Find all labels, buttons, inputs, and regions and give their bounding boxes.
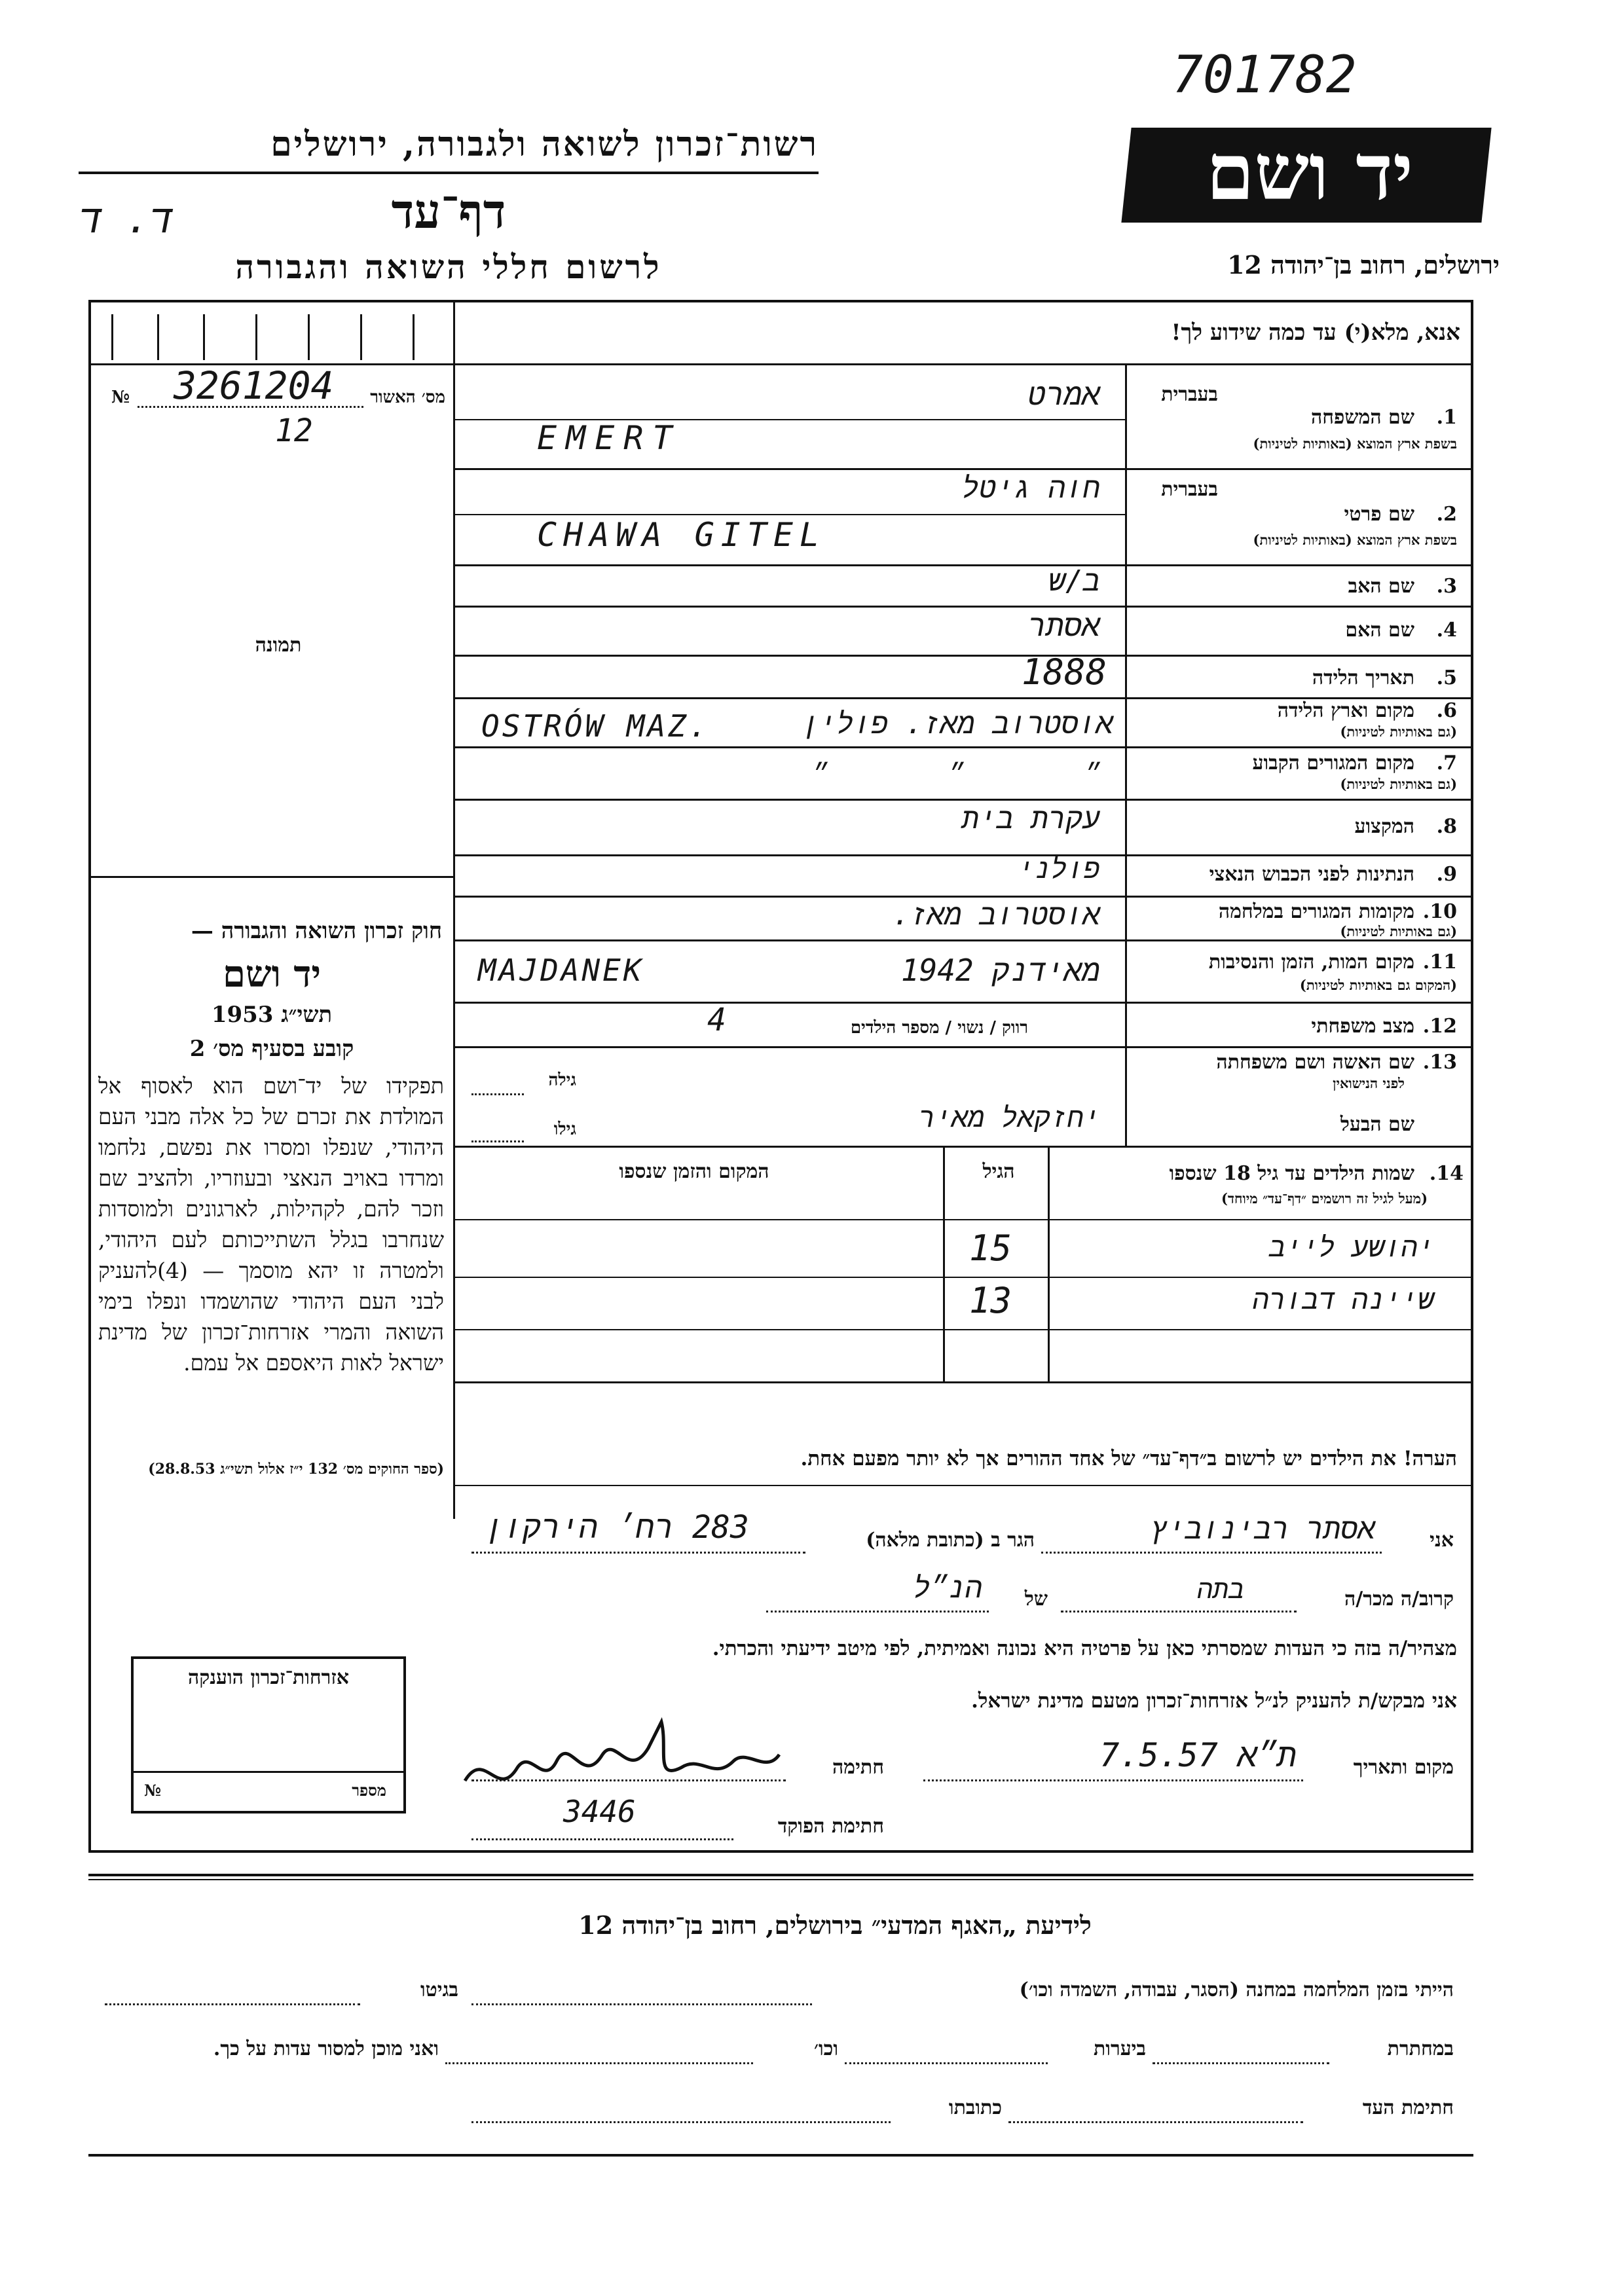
certificate-no-mark: № (111, 388, 130, 407)
field-1-label: שם המשפחה (1310, 406, 1414, 429)
children-age-right (1048, 1146, 1050, 1381)
declarant-ani: אני (1430, 1529, 1454, 1552)
logo-text: יד ושם (1206, 126, 1414, 217)
citizenship-inner-line (131, 1771, 406, 1773)
footer-line2-b: ביערות (1093, 2037, 1146, 2060)
children-col-age: הגיל (982, 1160, 1015, 1183)
row-line-4 (453, 655, 1473, 657)
official-value: 3446 (563, 1794, 636, 1829)
law-year: תשי״ג 1953 (211, 1002, 333, 1028)
child-row-line-2 (453, 1329, 1473, 1330)
official-label: חתימת הפוקד (777, 1815, 884, 1838)
footer-line2-dots-2 (845, 2062, 1048, 2064)
field-7-label: מקום המגורים הקבוע (1252, 752, 1414, 774)
authority-line: רשות־זכרון לשואה ולגבורה, ירושלים (270, 124, 819, 164)
field-12-num: 12. (1422, 1015, 1457, 1038)
place-date-label: מקום ותאריך (1353, 1756, 1454, 1779)
husband-age-label: גילו (553, 1120, 576, 1139)
row-line-9 (453, 896, 1473, 898)
declarant-address: 283 רח׳ הירקון (485, 1509, 749, 1546)
field-5-label: תאריך הלידה (1312, 666, 1414, 689)
field-3-label: שם האב (1348, 575, 1414, 598)
children-col-place: המקום והזמן שנספו (619, 1160, 769, 1183)
field-6-latin-value: OSTRÓW MAZ. (481, 708, 710, 744)
citizenship-number-label: מספר (352, 1781, 386, 1800)
row-line-3 (453, 606, 1473, 608)
footer-line2-d: ואני מוכן למסור עדות על כך. (213, 2037, 439, 2060)
field-11-num: 11. (1422, 951, 1457, 974)
footer-line1-b: בגיטו (420, 1978, 458, 2001)
field-2-hebrew-value: חוה גיטל (961, 471, 1100, 505)
relative-label: קרוב/ה מכר/ה (1344, 1588, 1454, 1611)
archive-number: 701782 (1172, 46, 1357, 105)
law-title: חוק זכרון השואה והגבורה — (191, 918, 442, 944)
field-11-sub: (המקום גם באותיות לטיניות) (1299, 977, 1457, 993)
field-2-sub: בשפת ארץ המוצא (באותיות לטיניות) (1253, 532, 1457, 548)
field-1-num: 1. (1436, 406, 1457, 429)
field-12-label: מצב משפחתי (1311, 1015, 1414, 1038)
instructions: אנא, מלא(י) עד כמה שידוע לך! (1171, 319, 1460, 346)
husband-label: שם הבעל (1340, 1113, 1414, 1136)
header-underline (79, 172, 819, 174)
row-line-6 (453, 746, 1473, 748)
field-8-value: עקרת בית (961, 802, 1100, 835)
footer-line3-dots-1 (1008, 2121, 1303, 2123)
footer-line1-a: הייתי בזמן המלחמה במחנה (הסגר, עבודה, השמדה וכו׳) (1019, 1978, 1454, 2001)
field-8-label: המקצוע (1354, 815, 1414, 838)
row-line-7 (453, 799, 1473, 801)
field-11-value: מאידנק 1942 (900, 953, 1100, 988)
children-title: שמות הילדים עד גיל 18 שנספו (1169, 1162, 1414, 1185)
field-10-label: מקומות המגורים במלחמה (1218, 900, 1414, 923)
field-3-num: 3. (1436, 575, 1457, 598)
field-11-label: מקום המות, הזמן והנסיבות (1208, 951, 1414, 974)
footer-title: לידיעת „האגף המדעי״ בירושלים, רחוב בן־יהודה 12 (578, 1910, 1092, 1940)
row-line-12 (453, 1046, 1473, 1048)
field-6-num: 6. (1436, 699, 1457, 722)
field-2-latin-value: CHAWA GITEL (537, 516, 826, 554)
field-10-value: אוסטרוב מאז. (892, 898, 1100, 932)
declarant-name: אסתר רבינוביץ (1150, 1512, 1375, 1546)
citizenship-title: אזרחות־זכרון הוענקה (187, 1666, 350, 1689)
citizenship-no-mark: № (144, 1781, 162, 1800)
footer-line3-a: חתימת העד (1362, 2096, 1454, 2119)
child-1-age: 15 (969, 1228, 1012, 1269)
children-sub: (מעל לגיל זה רושמים ״דף־עד״ מיוחד) (1221, 1190, 1428, 1207)
child-2-name: שיינה דבורה (1252, 1283, 1434, 1315)
footer-bottom-line (88, 2154, 1473, 2157)
field-12-value: 4 (707, 1002, 726, 1038)
field-8-num: 8. (1436, 815, 1457, 838)
declaration: מצהיר/ה בזה כי העדות שמסרתי כאן על פרטיה היא נכונה ואמיתית, לפי מיטב ידיעתי והכרתי. (712, 1637, 1457, 1660)
field-13-num: 13. (1422, 1051, 1457, 1074)
row-line-13 (453, 1146, 1473, 1148)
field-5-value: 1888 (1022, 651, 1107, 693)
of-label: של (1024, 1588, 1048, 1611)
instruction-line (453, 363, 1473, 365)
field-5-num: 5. (1436, 666, 1457, 689)
field-12-options: רווק / נשוי / מספר הילדים (850, 1018, 1028, 1038)
row-line-2 (453, 564, 1473, 566)
footer-line2-a: במחתרת (1387, 2037, 1454, 2060)
footer-line2-dots-3 (445, 2062, 753, 2064)
field-6-sub: (גם באותיות לטיניות) (1340, 723, 1457, 740)
photo-label: תמונה (255, 634, 302, 657)
signature-label: חתימה (832, 1756, 884, 1779)
field-1-hebrew-value: אמרט (1027, 376, 1100, 412)
children-header-line (453, 1219, 1473, 1220)
relation-dots (1061, 1611, 1297, 1613)
field-2-num: 2. (1436, 503, 1457, 526)
corner-mark: ד. ד (79, 196, 174, 242)
children-age-left (943, 1146, 945, 1381)
law-text: תפקידו של יד־ושם הוא לאסוף אל המולדת את זכרם של כל אלה מבני העם היהודי, שנפלו ומסרו את נפשם, נלחמו ומרדו באויב הנאצי ובעוזריו, ולהציב שם וזכר להם, לקהילות, לארגונים ולמוסדות שנחרבו בגלל השתייכותם לעם היהודי, ולמטרה זו יהא מוסמך — (4)להעניק לבני העם היהודי שהושמדו ונפלו בימי השואה והמרי אזרחות־זכרון של מדינת ישראל לאות היאספם אל עמם. (98, 1073, 444, 1376)
certificate-value: 3261204 (174, 363, 334, 408)
footer-line2-c: וכו׳ (814, 2037, 838, 2060)
field-1-tag: בעברית (1161, 383, 1218, 406)
footer-separator (88, 1874, 1473, 1876)
footer-line3-dots-2 (471, 2121, 891, 2123)
children-num: 14. (1429, 1162, 1464, 1185)
header-address: ירושלים, רחוב בן־יהודה 12 (1227, 250, 1500, 280)
footer-line2-dots-1 (1153, 2062, 1329, 2064)
field-6-label: מקום וארץ הלידה (1277, 699, 1414, 722)
place-date-dots (923, 1779, 1303, 1781)
footer-line3-b: כתובתו (948, 2096, 1002, 2119)
law-name: יד ושם (222, 953, 322, 996)
declarant-name-dots (1041, 1552, 1382, 1554)
footer-separator-2 (88, 1879, 1473, 1880)
child-row-line-1 (453, 1277, 1473, 1278)
field-7-value: ״ ״ ״ (811, 759, 1100, 790)
label-column-divider (1125, 363, 1127, 1146)
row-line-1 (453, 468, 1473, 470)
of-dots (766, 1611, 989, 1613)
field-3-value: ב/ש (1048, 564, 1100, 598)
field-7-sub: (גם באותיות לטיניות) (1340, 776, 1457, 792)
photo-bottom (88, 876, 453, 878)
relation-value: בתה (1196, 1575, 1244, 1605)
child-1-name: יהושע לייב (1268, 1231, 1434, 1263)
field-4-label: שם האם (1345, 619, 1414, 642)
title: דף־עד (391, 183, 506, 239)
certificate-label: מס׳ האשור (370, 388, 445, 407)
subtitle: לרשום חללי השואה והגבורה (235, 247, 662, 286)
row-line-11 (453, 1002, 1473, 1004)
ledger-ticks (105, 314, 445, 360)
child-row-line-3 (453, 1381, 1473, 1383)
place-date-value: ת״א 7.5.57 (1099, 1736, 1297, 1774)
row2-sub-line (453, 514, 1125, 515)
left-panel-divider (453, 300, 455, 1519)
child-2-age: 13 (969, 1280, 1012, 1321)
field-9-label: הנתינות לפני הכבוש הנאצי (1209, 863, 1414, 886)
field-6-value: אוסטרוב מאז. פולין (802, 707, 1113, 740)
field-4-num: 4. (1436, 619, 1457, 642)
field-10-num: 10. (1422, 900, 1457, 923)
footer-line1-dots-2 (105, 2003, 360, 2005)
field-9-value: פולני (1017, 852, 1100, 884)
field-2-label: שם פרטי (1344, 503, 1414, 526)
note: הערה! את הילדים יש לרשום ב״דף־עד״ של אחד ההורים אך לא יותר מפעם אחת. (800, 1447, 1457, 1470)
field-2-tag: בעברית (1161, 478, 1218, 501)
field-13-age-label: גילה (548, 1070, 576, 1090)
declarant-address-dots (471, 1552, 805, 1554)
law-source: (ספר החוקים מס׳ 132 י״ז אלול תשי״ג 28.8.53) (148, 1461, 444, 1478)
official-dots (471, 1838, 733, 1840)
field-13-label: שם האשה ושם משפחתה (1216, 1051, 1414, 1074)
of-value: הנ״ל (913, 1571, 982, 1605)
request: אני מבקש/ת להעניק לנ״ל אזרחות־זכרון מטעם מדינת ישראל. (971, 1689, 1457, 1713)
field-13-sub: לפני הנישואין (1333, 1075, 1405, 1091)
husband-age-dots (471, 1140, 524, 1142)
footer-line1-dots (471, 2003, 812, 2005)
declarant-resides-label: הגר ב (כתובת מלאה) (866, 1529, 1035, 1552)
certificate-sub: 12 (275, 412, 313, 449)
note-line (453, 1485, 1473, 1486)
field-1-latin-value: EMERT (537, 419, 682, 457)
field-7-num: 7. (1436, 752, 1457, 774)
field-11-latin-value: MAJDANEK (478, 953, 644, 988)
field-9-num: 9. (1436, 863, 1457, 886)
law-clause: קובע בסעיף מס׳ 2 (189, 1036, 354, 1062)
field-4-value: אסתר (1027, 608, 1100, 643)
husband-value: יחזקאל מאיר (918, 1101, 1100, 1133)
field-13-age-dots (471, 1093, 524, 1095)
field-1-sub: בשפת ארץ המוצא (באותיות לטיניות) (1253, 435, 1457, 452)
field-10-sub: (גם באותיות לטיניות) (1340, 923, 1457, 939)
